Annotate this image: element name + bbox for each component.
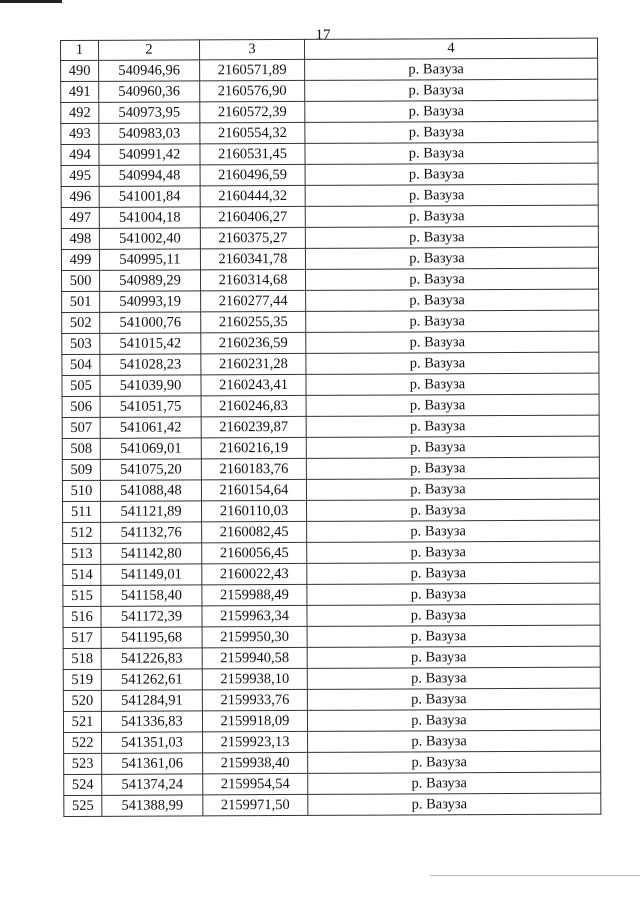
row-number-cell: 506 bbox=[62, 396, 100, 417]
y-coordinate-cell: 2160341,78 bbox=[200, 248, 305, 269]
feature-name-cell: р. Вазуза bbox=[305, 100, 598, 122]
feature-name-cell: р. Вазуза bbox=[306, 310, 599, 332]
x-coordinate-cell: 540993,19 bbox=[100, 291, 201, 312]
x-coordinate-cell: 541069,01 bbox=[100, 438, 201, 459]
row-number-cell: 519 bbox=[63, 669, 101, 690]
feature-name-cell: р. Вазуза bbox=[308, 772, 601, 794]
y-coordinate-cell: 2159954,54 bbox=[203, 773, 308, 794]
feature-name-cell: р. Вазуза bbox=[308, 793, 601, 815]
table-row bbox=[61, 100, 598, 123]
x-coordinate-cell: 541374,24 bbox=[102, 774, 203, 795]
table-row bbox=[61, 184, 598, 207]
row-number-cell: 504 bbox=[62, 354, 100, 375]
x-coordinate-cell: 541142,80 bbox=[101, 543, 202, 564]
x-coordinate-cell: 540973,95 bbox=[99, 102, 200, 123]
x-coordinate-cell: 541039,90 bbox=[100, 375, 201, 396]
y-coordinate-cell: 2159938,40 bbox=[203, 752, 308, 773]
x-coordinate-cell: 541226,83 bbox=[101, 648, 202, 669]
x-coordinate-cell: 541002,40 bbox=[99, 228, 200, 249]
feature-name-cell: р. Вазуза bbox=[305, 226, 598, 248]
row-number-cell: 505 bbox=[62, 375, 100, 396]
row-number-cell: 501 bbox=[62, 291, 100, 312]
column-header-3: 3 bbox=[200, 39, 305, 59]
row-number-cell: 496 bbox=[61, 186, 99, 207]
feature-name-cell: р. Вазуза bbox=[307, 709, 600, 731]
table-row bbox=[62, 373, 599, 396]
feature-name-cell: р. Вазуза bbox=[306, 457, 599, 479]
row-number-cell: 508 bbox=[62, 438, 100, 459]
row-number-cell: 492 bbox=[61, 102, 99, 123]
feature-name-cell: р. Вазуза bbox=[305, 58, 598, 80]
row-number-cell: 511 bbox=[63, 501, 101, 522]
feature-name-cell: р. Вазуза bbox=[307, 562, 600, 584]
row-number-cell: 520 bbox=[63, 690, 101, 711]
table-row bbox=[62, 331, 599, 354]
table-row bbox=[63, 667, 600, 690]
y-coordinate-cell: 2160082,45 bbox=[202, 521, 307, 542]
column-header-1: 1 bbox=[61, 40, 99, 60]
y-coordinate-cell: 2160231,28 bbox=[201, 353, 306, 374]
x-coordinate-cell: 541158,40 bbox=[101, 585, 202, 606]
table-row bbox=[61, 58, 598, 81]
table-row bbox=[62, 352, 599, 375]
row-number-cell: 525 bbox=[64, 795, 102, 816]
table-row bbox=[62, 415, 599, 438]
row-number-cell: 499 bbox=[61, 249, 99, 270]
y-coordinate-cell: 2160056,45 bbox=[202, 542, 307, 563]
y-coordinate-cell: 2160531,45 bbox=[200, 143, 305, 164]
row-number-cell: 514 bbox=[63, 564, 101, 585]
feature-name-cell: р. Вазуза bbox=[307, 541, 600, 563]
y-coordinate-cell: 2160255,35 bbox=[201, 311, 306, 332]
x-coordinate-cell: 540989,29 bbox=[100, 270, 201, 291]
y-coordinate-cell: 2160375,27 bbox=[200, 227, 305, 248]
x-coordinate-cell: 541004,18 bbox=[99, 207, 200, 228]
feature-name-cell: р. Вазуза bbox=[306, 289, 599, 311]
x-coordinate-cell: 540946,96 bbox=[99, 60, 200, 81]
y-coordinate-cell: 2159988,49 bbox=[202, 584, 307, 605]
x-coordinate-cell: 540960,36 bbox=[99, 81, 200, 102]
x-coordinate-cell: 541121,89 bbox=[101, 501, 202, 522]
y-coordinate-cell: 2159933,76 bbox=[202, 689, 307, 710]
feature-name-cell: р. Вазуза bbox=[305, 79, 598, 101]
y-coordinate-cell: 2159971,50 bbox=[203, 794, 308, 815]
column-header-4: 4 bbox=[304, 38, 597, 59]
y-coordinate-cell: 2160576,90 bbox=[200, 80, 305, 101]
y-coordinate-cell: 2159938,10 bbox=[202, 668, 307, 689]
row-number-cell: 518 bbox=[63, 648, 101, 669]
y-coordinate-cell: 2160406,27 bbox=[200, 206, 305, 227]
x-coordinate-cell: 541149,01 bbox=[101, 564, 202, 585]
x-coordinate-cell: 540995,11 bbox=[99, 249, 200, 270]
y-coordinate-cell: 2160154,64 bbox=[201, 479, 306, 500]
table-row bbox=[63, 541, 600, 564]
table-body bbox=[61, 58, 601, 816]
y-coordinate-cell: 2160277,44 bbox=[201, 290, 306, 311]
table-row bbox=[63, 646, 600, 669]
table-row bbox=[64, 751, 601, 774]
row-number-cell: 491 bbox=[61, 81, 99, 102]
y-coordinate-cell: 2160236,59 bbox=[201, 332, 306, 353]
row-number-cell: 517 bbox=[63, 627, 101, 648]
y-coordinate-cell: 2160243,41 bbox=[201, 374, 306, 395]
table-row bbox=[64, 772, 601, 795]
x-coordinate-cell: 541015,42 bbox=[100, 333, 201, 354]
row-number-cell: 493 bbox=[61, 123, 99, 144]
feature-name-cell: р. Вазуза bbox=[307, 499, 600, 521]
table-row bbox=[61, 142, 598, 165]
row-number-cell: 515 bbox=[63, 585, 101, 606]
x-coordinate-cell: 541351,03 bbox=[102, 732, 203, 753]
row-number-cell: 490 bbox=[61, 60, 99, 81]
table-row bbox=[63, 583, 600, 606]
feature-name-cell: р. Вазуза bbox=[306, 268, 599, 290]
y-coordinate-cell: 2160571,89 bbox=[200, 59, 305, 80]
table-row bbox=[61, 121, 598, 144]
table-row bbox=[62, 436, 599, 459]
y-coordinate-cell: 2159963,34 bbox=[202, 605, 307, 626]
y-coordinate-cell: 2160239,87 bbox=[201, 416, 306, 437]
table-row bbox=[61, 247, 598, 270]
table-row bbox=[61, 226, 598, 249]
x-coordinate-cell: 541075,20 bbox=[100, 459, 201, 480]
row-number-cell: 524 bbox=[64, 774, 102, 795]
x-coordinate-cell: 541061,42 bbox=[100, 417, 201, 438]
feature-name-cell: р. Вазуза bbox=[308, 730, 601, 752]
row-number-cell: 521 bbox=[63, 711, 101, 732]
table-row bbox=[63, 625, 600, 648]
coordinates-table bbox=[60, 38, 601, 817]
feature-name-cell: р. Вазуза bbox=[307, 583, 600, 605]
row-number-cell: 503 bbox=[62, 333, 100, 354]
y-coordinate-cell: 2160572,39 bbox=[200, 101, 305, 122]
row-number-cell: 498 bbox=[61, 228, 99, 249]
feature-name-cell: р. Вазуза bbox=[306, 331, 599, 353]
feature-name-cell: р. Вазуза bbox=[307, 688, 600, 710]
bottom-edge-rule bbox=[430, 875, 640, 876]
row-number-cell: 500 bbox=[62, 270, 100, 291]
table-row bbox=[63, 520, 600, 543]
x-coordinate-cell: 540991,42 bbox=[99, 144, 200, 165]
table-row bbox=[62, 310, 599, 333]
x-coordinate-cell: 541172,39 bbox=[101, 606, 202, 627]
feature-name-cell: р. Вазуза bbox=[306, 478, 599, 500]
table-row bbox=[62, 289, 599, 312]
x-coordinate-cell: 541132,76 bbox=[101, 522, 202, 543]
feature-name-cell: р. Вазуза bbox=[307, 604, 600, 626]
table-row bbox=[62, 457, 599, 480]
feature-name-cell: р. Вазуза bbox=[305, 163, 598, 185]
x-coordinate-cell: 541195,68 bbox=[101, 627, 202, 648]
feature-name-cell: р. Вазуза bbox=[306, 373, 599, 395]
y-coordinate-cell: 2160216,19 bbox=[201, 437, 306, 458]
y-coordinate-cell: 2160022,43 bbox=[202, 563, 307, 584]
row-number-cell: 522 bbox=[64, 732, 102, 753]
table-row bbox=[63, 499, 600, 522]
column-header-2: 2 bbox=[99, 40, 200, 60]
table-row bbox=[61, 205, 598, 228]
y-coordinate-cell: 2159923,13 bbox=[203, 731, 308, 752]
row-number-cell: 497 bbox=[61, 207, 99, 228]
feature-name-cell: р. Вазуза bbox=[307, 625, 600, 647]
row-number-cell: 507 bbox=[62, 417, 100, 438]
y-coordinate-cell: 2159940,58 bbox=[202, 647, 307, 668]
row-number-cell: 523 bbox=[64, 753, 102, 774]
x-coordinate-cell: 540994,48 bbox=[99, 165, 200, 186]
row-number-cell: 512 bbox=[63, 522, 101, 543]
table-row bbox=[64, 730, 601, 753]
y-coordinate-cell: 2160444,32 bbox=[200, 185, 305, 206]
y-coordinate-cell: 2160554,32 bbox=[200, 122, 305, 143]
feature-name-cell: р. Вазуза bbox=[306, 352, 599, 374]
y-coordinate-cell: 2159918,09 bbox=[202, 710, 307, 731]
table-row bbox=[63, 709, 600, 732]
feature-name-cell: р. Вазуза bbox=[306, 394, 599, 416]
feature-name-cell: р. Вазуза bbox=[308, 751, 601, 773]
x-coordinate-cell: 541262,61 bbox=[101, 669, 202, 690]
x-coordinate-cell: 541361,06 bbox=[102, 753, 203, 774]
row-number-cell: 513 bbox=[63, 543, 101, 564]
x-coordinate-cell: 541000,76 bbox=[100, 312, 201, 333]
x-coordinate-cell: 541284,91 bbox=[101, 690, 202, 711]
y-coordinate-cell: 2160314,68 bbox=[201, 269, 306, 290]
feature-name-cell: р. Вазуза bbox=[307, 667, 600, 689]
page-number: 17 bbox=[315, 27, 331, 43]
row-number-cell: 509 bbox=[62, 459, 100, 480]
x-coordinate-cell: 541088,48 bbox=[100, 480, 201, 501]
x-coordinate-cell: 541336,83 bbox=[101, 711, 202, 732]
row-number-cell: 502 bbox=[62, 312, 100, 333]
table-row bbox=[63, 604, 600, 627]
table-row bbox=[63, 688, 600, 711]
y-coordinate-cell: 2160110,03 bbox=[202, 500, 307, 521]
table-row bbox=[61, 163, 598, 186]
x-coordinate-cell: 541388,99 bbox=[102, 795, 203, 816]
x-coordinate-cell: 541028,23 bbox=[100, 354, 201, 375]
row-number-cell: 495 bbox=[61, 165, 99, 186]
feature-name-cell: р. Вазуза bbox=[305, 121, 598, 143]
row-number-cell: 494 bbox=[61, 144, 99, 165]
feature-name-cell: р. Вазуза bbox=[305, 205, 598, 227]
feature-name-cell: р. Вазуза bbox=[306, 415, 599, 437]
x-coordinate-cell: 540983,03 bbox=[99, 123, 200, 144]
feature-name-cell: р. Вазуза bbox=[305, 184, 598, 206]
top-edge-rule bbox=[0, 0, 62, 3]
row-number-cell: 510 bbox=[62, 480, 100, 501]
x-coordinate-cell: 541001,84 bbox=[99, 186, 200, 207]
feature-name-cell: р. Вазуза bbox=[305, 247, 598, 269]
feature-name-cell: р. Вазуза bbox=[307, 646, 600, 668]
y-coordinate-cell: 2159950,30 bbox=[202, 626, 307, 647]
table-row bbox=[62, 394, 599, 417]
row-number-cell: 516 bbox=[63, 606, 101, 627]
table-header-row bbox=[61, 38, 598, 60]
table-row bbox=[62, 478, 599, 501]
y-coordinate-cell: 2160246,83 bbox=[201, 395, 306, 416]
table-row bbox=[62, 268, 599, 291]
x-coordinate-cell: 541051,75 bbox=[100, 396, 201, 417]
table-row bbox=[64, 793, 601, 816]
table-row bbox=[61, 79, 598, 102]
y-coordinate-cell: 2160183,76 bbox=[201, 458, 306, 479]
y-coordinate-cell: 2160496,59 bbox=[200, 164, 305, 185]
table-row bbox=[63, 562, 600, 585]
feature-name-cell: р. Вазуза bbox=[307, 520, 600, 542]
feature-name-cell: р. Вазуза bbox=[305, 142, 598, 164]
feature-name-cell: р. Вазуза bbox=[306, 436, 599, 458]
